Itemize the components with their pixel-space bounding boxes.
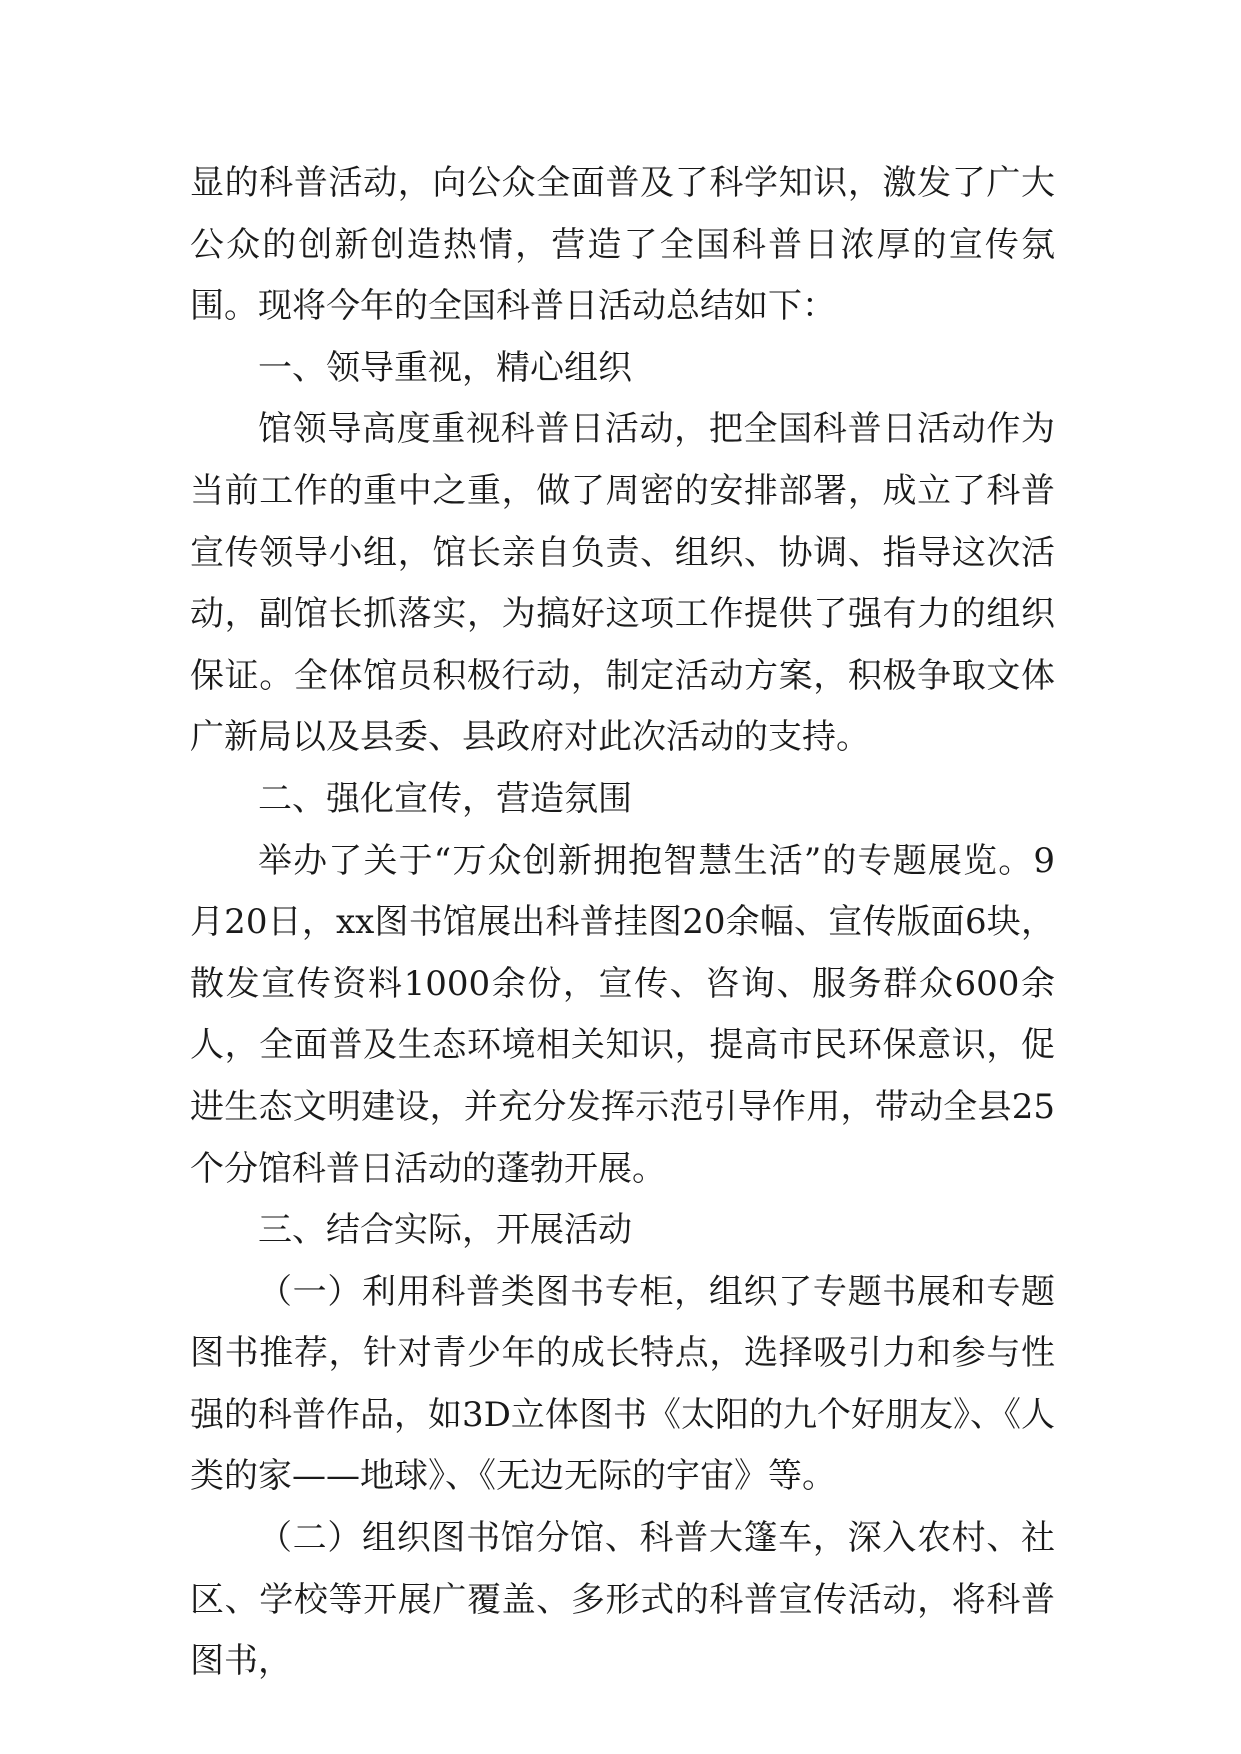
paragraph-activity-1: （一）利用科普类图书专柜，组织了专题书展和专题图书推荐，针对青少年的成长特点，选择吸引力和参与性强的科普作品，如3D立体图书《太阳的九个好朋友》、《人类的家——地球》、《无边无际的宇宙》等。: [190, 1271, 1055, 1497]
paragraph-intro-continuation: 显的科普活动，向公众全面普及了科学知识，激发了广大公众的创新创造热情，营造了全国科普日浓厚的宣传氛围。现将今年的全国科普日活动总结如下：: [190, 163, 1055, 327]
paragraph-activity-2: （二）组织图书馆分馆、科普大篷车，深入农村、社区、学校等开展广覆盖、多形式的科普宣传活动，将科普图书，: [190, 1518, 1055, 1682]
document-page: [190, 153, 1055, 1693]
section-heading-1: 一、领导重视，精心组织: [258, 347, 632, 388]
paragraph-leadership: 馆领导高度重视科普日活动，把全国科普日活动作为当前工作的重中之重，做了周密的安排部署，成立了科普宣传领导小组，馆长亲自负责、组织、协调、指导这次活动，副馆长抓落实，为搞好这项工作提供了强有力的组织保证。全体馆员积极行动，制定活动方案，积极争取文体广新局以及县委、县政府对此次活动的支持。: [190, 409, 1055, 758]
section-heading-3: 三、结合实际，开展活动: [258, 1210, 632, 1251]
paragraph-publicity: 举办了关于“万众创新拥抱智慧生活”的专题展览。9月20日，xx图书馆展出科普挂图20余幅、宣传版面6块，散发宣传资料1000余份，宣传、咨询、服务群众600余人，全面普及生态环境相关知识，提高市民环保意识，促进生态文明建设，并充分发挥示范引导作用，带动全县25个分馆科普日活动的蓬勃开展。: [190, 840, 1055, 1189]
section-heading-2: 二、强化宣传，营造氛围: [258, 778, 632, 819]
